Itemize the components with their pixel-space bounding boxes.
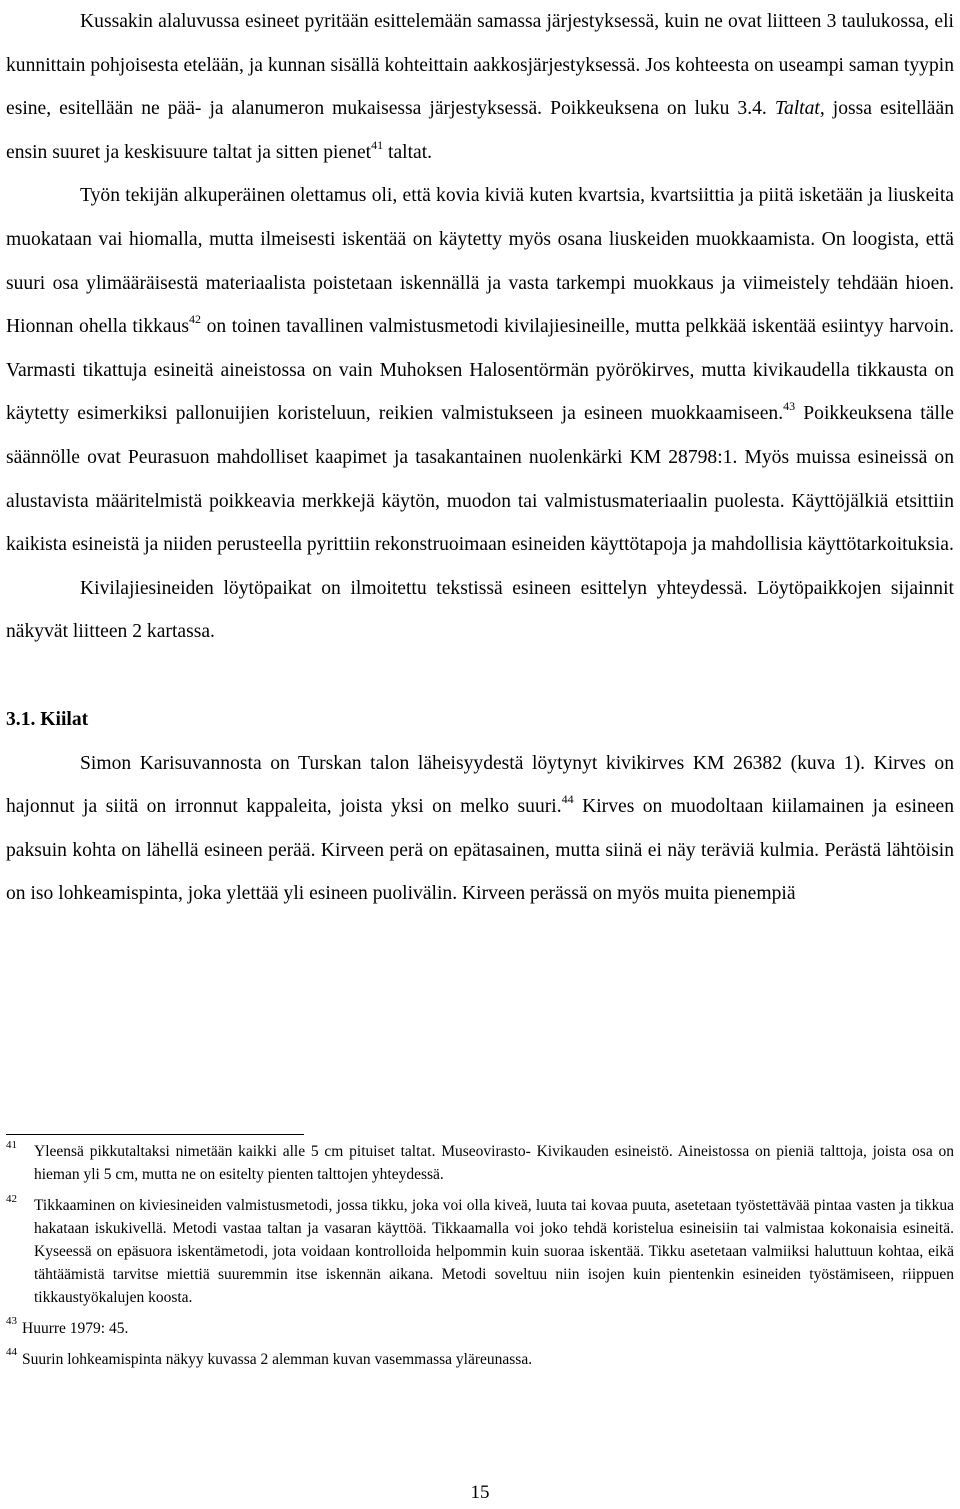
footnote-text: Huurre 1979: 45. xyxy=(22,1320,129,1337)
paragraph-methods xyxy=(6,174,954,566)
footnotes xyxy=(6,1140,954,1371)
footnote-number: 41 xyxy=(6,1139,17,1151)
paragraph-section xyxy=(6,742,954,916)
footnote-text: Suurin lohkeamispinta näkyy kuvassa 2 alemman kuvan vasemmassa yläreunassa. xyxy=(22,1351,533,1368)
paragraph-intro xyxy=(6,0,954,174)
footnote-43 xyxy=(6,1317,954,1340)
footnote-44 xyxy=(6,1348,954,1371)
paragraph-text: Kivilajiesineiden löytöpaikat on ilmoitettu tekstissä esineen esittelyn yhteydessä. Löytöpaikkojen sijainnit näkyvät liitteen 2 kartassa. xyxy=(6,577,954,643)
italic-term: Taltat xyxy=(774,98,820,120)
footnote-ref-42[interactable]: 42 xyxy=(189,312,202,327)
paragraph-text: Kirves on muodoltaan kiilamainen ja esineen paksuin kohta on lähellä esineen perää. Kirveen perä on epätasainen, mutta siinä ei näy teräviä kulmia. Perästä lähtöisin on iso lohkeamispinta, joka ylettää yli esineen puolivälin. Kirveen perässä on myös muita pienempiä xyxy=(6,796,954,905)
footnote-ref-44[interactable]: 44 xyxy=(561,792,574,807)
paragraph-text: Poikkeuksena tälle säännölle ovat Peurasuon mahdolliset kaapimet ja tasakantainen nuolenkärki KM 28798:1. Myös muissa esineissä on alustavista määritelmistä poikkeavia merkkejä käytön, muodon tai valmistusmateriaalin puolesta. Käyttöjälkiä etsittiin kaikista esineistä ja niiden perusteella pyrittiin rekonstruoimaan esineiden käyttötapoja ja mahdollisia käyttötarkoituksia. xyxy=(6,403,954,556)
footnote-number: 44 xyxy=(6,1346,17,1358)
footnote-41 xyxy=(6,1140,954,1186)
paragraph-text: Työn tekijän alkuperäinen olettamus oli, että kovia kiviä kuten kvartsia, kvartsiittia ja piitä isketään ja liuskeita muokataan vai hiomalla, mutta ilmeisesti iskentää on käytetty myös osana liuskeiden muokkaamista. On loogista, että suuri osa ylimääräisestä materiaalista poistetaan iskennällä ja vasta tarkempi muokkaus ja viimeistely tehdään hioen. Hionnan ohella tikkaus xyxy=(6,185,954,338)
paragraph-text: taltat. xyxy=(383,141,433,163)
paragraph-text: on toinen tavallinen valmistusmetodi kivilajiesineille, mutta pelkkää iskentää esiintyy harvoin. Varmasti tikattuja esineitä aineistossa on vain Muhoksen Halosentörmän pyörökirves, mutta kivikaudella tikkausta on käytetty esimerkiksi pallonuijien koristeluun, reikien valmistukseen ja esineen muokkaamiseen. xyxy=(6,316,954,425)
section-heading: 3.1. Kiilat xyxy=(6,708,89,730)
body-text xyxy=(6,0,954,916)
paragraph-locations xyxy=(6,567,954,654)
footnote-text: Yleensä pikkutaltaksi nimetään kaikki alle 5 cm pituiset taltat. Museovirasto- Kivikauden esineistö. Aineistossa on pieniä talttoja, joista osa on hieman yli 5 cm, mutta ne on esitelty pienten talttojen yhteydessä. xyxy=(34,1143,954,1183)
footnote-text: Tikkaaminen on kiviesineiden valmistusmetodi, jossa tikku, joka voi olla kiveä, luuta tai kovaa puuta, asetetaan työstettävää pintaa vasten ja tikkua hakataan iskukivellä. Metodi vastaa taltan ja vasaran käyttöä. Tikkaamalla voi joko tehdä koristelua esineisiin tai valmistaa kokonaisia esineitä. Kyseessä on epäsuora iskentämetodi, jota voidaan kontrolloida helpommin kuin suoraa iskentää. Tikku asetetaan valmiiksi haluttuun kohtaa, eikä tähtäämistä tarvitse miettiä suuremmin itse iskennän aikana. Metodi soveltuu niin isojen kuin pientenkin esineiden työstämiseen, riippuen tikkaustyökalujen koosta. xyxy=(34,1197,954,1306)
page-number: 15 xyxy=(470,1482,490,1503)
footnote-divider xyxy=(6,1134,304,1135)
footnote-number: 42 xyxy=(6,1193,17,1205)
paragraph-text: , jossa esitellään ensin suuret ja keskisuure taltat ja sitten pienet xyxy=(6,98,954,163)
footnote-number: 43 xyxy=(6,1315,17,1327)
footnote-ref-41[interactable]: 41 xyxy=(371,137,384,152)
paragraph-text: Simon Karisuvannosta on Turskan talon läheisyydestä löytynyt kivikirves KM 26382 (kuva 1). Kirves on hajonnut ja siitä on irronnut kappaleita, joista yksi on melko suuri. xyxy=(6,752,954,818)
footnote-ref-43[interactable]: 43 xyxy=(783,399,796,414)
footnote-42 xyxy=(6,1194,954,1309)
paragraph-text: Kussakin alaluvussa esineet pyritään esittelemään samassa järjestyksessä, kuin ne ovat liitteen 3 taulukossa, eli kunnittain pohjoisesta etelään, ja kunnan sisällä kohteittain aakkosjärjestyksessä. Jos kohteesta on useampi saman tyypin esine, esitellään ne pää- ja alanumeron mukaisessa järjestyksessä. Poikkeuksena on luku 3.4. xyxy=(6,11,954,120)
